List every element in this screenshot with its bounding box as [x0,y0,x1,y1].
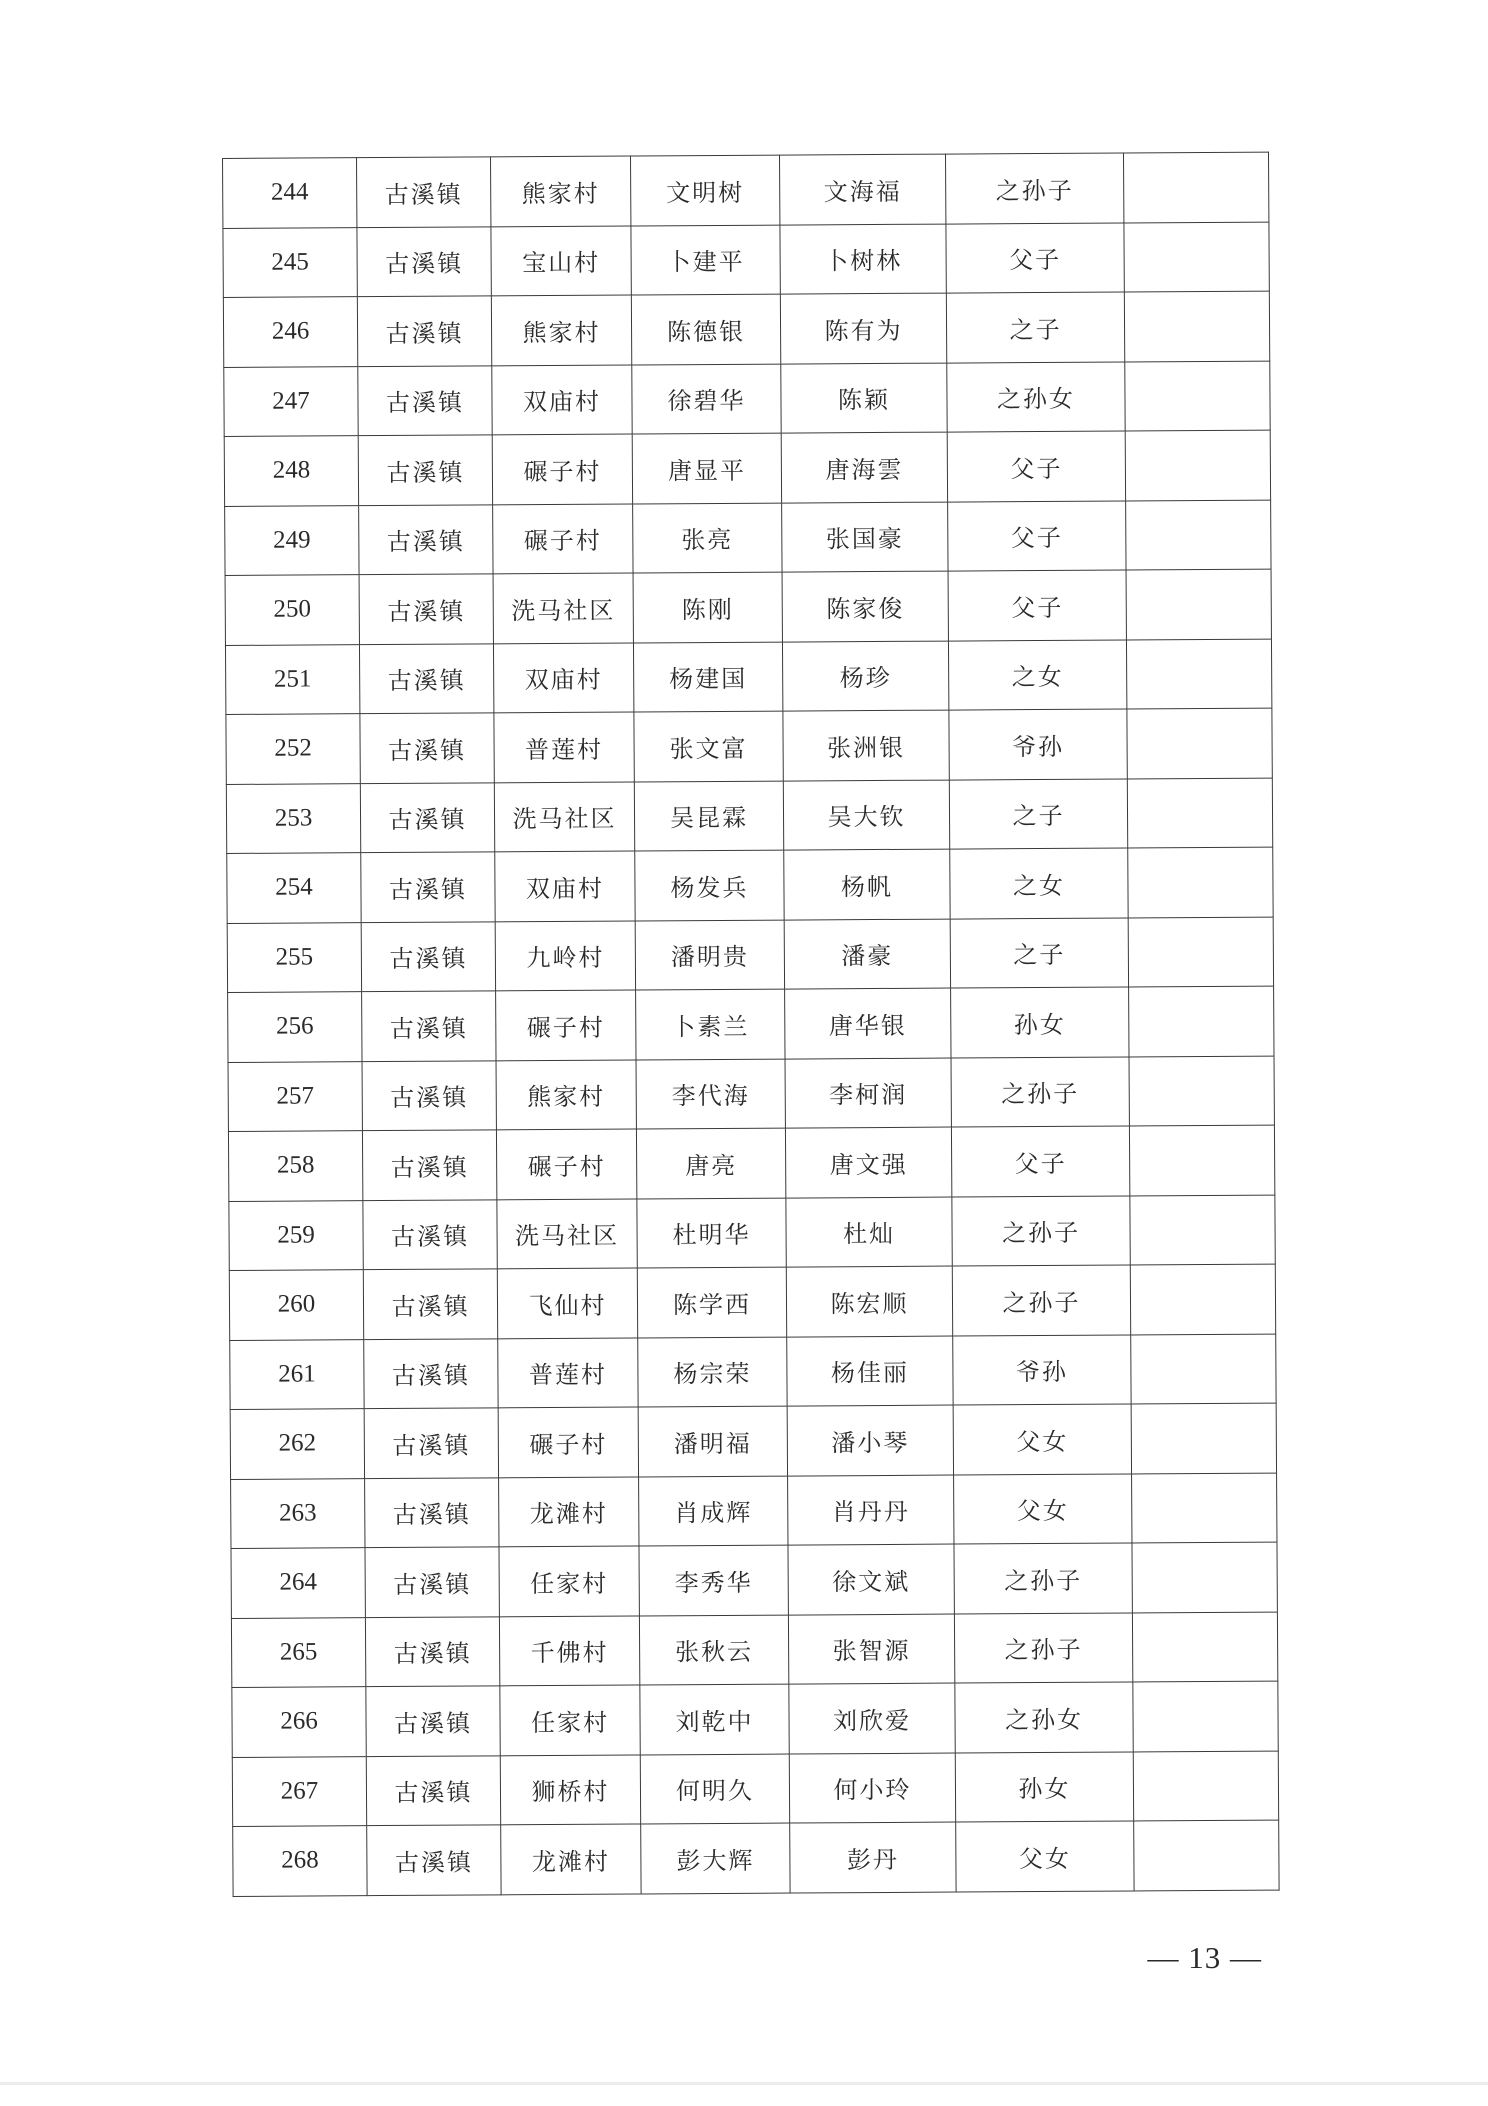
cell-town: 古溪镇 [360,713,494,783]
cell-related-name: 陈家俊 [782,571,948,642]
cell-town: 古溪镇 [357,296,491,366]
table-row [228,986,1274,1062]
cell-note [1125,361,1270,431]
cell-note [1128,847,1273,917]
cell-village: 双庙村 [492,365,632,435]
cell-relation: 父子 [946,222,1124,293]
cell-number: 252 [226,714,360,784]
cell-number: 250 [225,575,359,645]
table-row [225,639,1271,715]
cell-town: 古溪镇 [364,1408,498,1478]
cell-related-name: 杜灿 [786,1197,952,1268]
table-row [229,1264,1275,1340]
cell-town: 古溪镇 [362,1060,496,1130]
cell-village: 碾子村 [493,503,633,573]
cell-town: 古溪镇 [360,782,494,852]
cell-village: 碾子村 [496,1129,636,1199]
cell-village: 狮桥村 [500,1754,640,1824]
cell-name: 张文富 [634,711,783,781]
cell-related-name: 唐文强 [785,1127,951,1198]
cell-village: 宝山村 [491,226,631,296]
table-row [231,1542,1277,1618]
cell-note [1130,1264,1275,1334]
cell-number: 246 [223,297,357,367]
cell-relation: 父女 [954,1473,1132,1544]
cell-relation: 父女 [956,1821,1134,1892]
cell-related-name: 杨帆 [784,849,950,920]
cell-relation: 之孙子 [952,1265,1130,1336]
table-row [232,1681,1278,1757]
cell-related-name: 陈宏顺 [786,1266,952,1337]
cell-note [1133,1681,1278,1751]
cell-number: 245 [223,227,357,297]
cell-relation: 之孙女 [947,361,1125,432]
cell-town: 古溪镇 [358,435,492,505]
cell-village: 普莲村 [494,712,634,782]
cell-name: 李代海 [636,1059,785,1129]
cell-number: 247 [224,366,358,436]
cell-number: 264 [231,1548,365,1618]
cell-number: 263 [231,1478,365,1548]
table-row [223,222,1269,298]
cell-name: 卜建平 [631,225,780,295]
table-row [225,500,1271,576]
cell-related-name: 文海福 [779,154,945,225]
cell-note [1132,1473,1277,1543]
cell-village: 洗马社区 [493,573,633,643]
table-row [223,291,1269,367]
cell-village: 飞仙村 [497,1268,637,1338]
cell-number: 268 [233,1826,367,1896]
cell-village: 熊家村 [490,156,630,226]
cell-number: 244 [223,158,357,228]
cell-town: 古溪镇 [362,991,496,1061]
cell-relation: 之孙子 [954,1612,1132,1683]
cell-town: 古溪镇 [365,1616,499,1686]
cell-related-name: 杨佳丽 [787,1336,953,1407]
cell-note [1129,986,1274,1056]
cell-name: 唐亮 [636,1128,785,1198]
cell-number: 265 [231,1617,365,1687]
cell-related-name: 刘欣爱 [789,1683,955,1754]
cell-village: 双庙村 [495,851,635,921]
cell-relation: 爷孙 [949,709,1127,780]
cell-relation: 父女 [953,1404,1131,1475]
table-row [230,1334,1276,1410]
cell-note [1131,1403,1276,1473]
cell-note [1130,1195,1275,1265]
roster-table [222,152,1280,1897]
cell-village: 普莲村 [498,1337,638,1407]
cell-related-name: 卜树林 [780,224,946,295]
cell-village: 碾子村 [492,434,632,504]
cell-related-name: 唐华银 [785,988,951,1059]
cell-number: 249 [225,505,359,575]
cell-name: 潘明福 [638,1406,787,1476]
cell-related-name: 陈颖 [781,363,947,434]
cell-name: 陈德银 [631,294,780,364]
cell-town: 古溪镇 [357,226,491,296]
table-row [226,708,1272,784]
cell-town: 古溪镇 [361,921,495,991]
cell-related-name: 徐文斌 [788,1544,954,1615]
cell-relation: 爷孙 [953,1334,1131,1405]
cell-related-name: 杨珍 [782,641,948,712]
cell-village: 熊家村 [491,295,631,365]
cell-name: 潘明贵 [635,920,784,990]
cell-town: 古溪镇 [359,504,493,574]
cell-related-name: 陈有为 [780,293,946,364]
cell-relation: 之孙女 [955,1682,1133,1753]
cell-name: 杨发兵 [635,850,784,920]
page-number: — 13 — [1147,1940,1262,1975]
cell-village: 龙滩村 [501,1824,641,1894]
cell-related-name: 唐海雲 [781,432,947,503]
table-row [227,917,1273,993]
cell-name: 杨宗荣 [638,1337,787,1407]
table-row [225,569,1271,645]
table-row [233,1820,1279,1896]
cell-name: 杨建国 [633,642,782,712]
table-row [228,1125,1274,1201]
scan-edge [0,2082,1488,2085]
cell-related-name: 何小玲 [789,1753,955,1824]
cell-number: 255 [227,922,361,992]
cell-relation: 孙女 [955,1751,1133,1822]
cell-relation: 父子 [948,500,1126,571]
roster-table-body [223,152,1280,1896]
table-row [229,1195,1275,1271]
cell-relation: 之孙子 [945,153,1123,224]
cell-note [1132,1542,1277,1612]
cell-village: 任家村 [499,1546,639,1616]
cell-name: 刘乾中 [640,1684,789,1754]
cell-village: 碾子村 [496,990,636,1060]
cell-village: 洗马社区 [494,781,634,851]
cell-relation: 之子 [946,292,1124,363]
cell-relation: 之女 [948,639,1126,710]
cell-town: 古溪镇 [359,643,493,713]
cell-relation: 之孙子 [951,1056,1129,1127]
cell-note [1129,1056,1274,1126]
table-row [224,430,1270,506]
table-row [230,1403,1276,1479]
table-row [224,361,1270,437]
cell-note [1128,917,1273,987]
cell-number: 256 [228,992,362,1062]
cell-town: 古溪镇 [361,852,495,922]
cell-name: 李秀华 [639,1545,788,1615]
cell-name: 陈学西 [637,1267,786,1337]
cell-relation: 之子 [950,917,1128,988]
cell-name: 肖成辉 [639,1476,788,1546]
cell-town: 古溪镇 [366,1686,500,1756]
cell-relation: 孙女 [951,987,1129,1058]
cell-note [1134,1820,1279,1890]
cell-relation: 之子 [949,778,1127,849]
cell-name: 何明久 [640,1754,789,1824]
cell-number: 261 [230,1339,364,1409]
cell-related-name: 张洲银 [783,710,949,781]
cell-relation: 父子 [947,431,1125,502]
cell-name: 卜素兰 [636,989,785,1059]
cell-number: 266 [232,1687,366,1757]
cell-relation: 父子 [951,1126,1129,1197]
cell-relation: 之女 [950,848,1128,919]
cell-related-name: 张国豪 [782,502,948,573]
cell-name: 吴昆霖 [634,781,783,851]
table-row [232,1751,1278,1827]
cell-related-name: 彭丹 [790,1822,956,1893]
cell-town: 古溪镇 [363,1269,497,1339]
cell-village: 任家村 [500,1685,640,1755]
cell-related-name: 吴大钦 [783,780,949,851]
table-row [227,847,1273,923]
cell-relation: 父子 [948,570,1126,641]
cell-town: 古溪镇 [365,1547,499,1617]
cell-town: 古溪镇 [358,365,492,435]
cell-number: 251 [225,644,359,714]
cell-number: 253 [226,783,360,853]
cell-village: 龙滩村 [499,1476,639,1546]
cell-note [1124,291,1269,361]
cell-town: 古溪镇 [365,1477,499,1547]
cell-village: 洗马社区 [497,1198,637,1268]
cell-name: 唐显平 [632,433,781,503]
cell-note [1133,1751,1278,1821]
table-row [231,1612,1277,1688]
cell-note [1129,1125,1274,1195]
cell-village: 九岭村 [495,920,635,990]
cell-name: 文明树 [630,155,779,225]
cell-village: 碾子村 [498,1407,638,1477]
cell-relation: 之孙子 [952,1195,1130,1266]
cell-name: 杜明华 [637,1198,786,1268]
cell-village: 双庙村 [493,642,633,712]
cell-note [1127,778,1272,848]
cell-village: 熊家村 [496,1059,636,1129]
cell-note [1132,1612,1277,1682]
cell-related-name: 张智源 [788,1614,954,1685]
cell-name: 张秋云 [639,1615,788,1685]
cell-note [1123,152,1268,222]
cell-town: 古溪镇 [364,1338,498,1408]
cell-number: 257 [228,1061,362,1131]
table-row [231,1473,1277,1549]
cell-name: 彭大辉 [641,1823,790,1893]
cell-note [1126,569,1271,639]
cell-town: 古溪镇 [366,1755,500,1825]
table-row [226,778,1272,854]
cell-village: 千佛村 [499,1615,639,1685]
cell-note [1131,1334,1276,1404]
cell-town: 古溪镇 [359,574,493,644]
cell-number: 260 [229,1270,363,1340]
cell-relation: 之孙子 [954,1543,1132,1614]
table-row [228,1056,1274,1132]
cell-related-name: 李柯润 [785,1058,951,1129]
cell-name: 张亮 [633,503,782,573]
cell-name: 陈刚 [633,572,782,642]
cell-town: 古溪镇 [357,157,491,227]
cell-number: 259 [229,1200,363,1270]
cell-town: 古溪镇 [367,1825,501,1895]
cell-note [1124,222,1269,292]
cell-related-name: 潘豪 [784,919,950,990]
cell-note [1126,500,1271,570]
cell-related-name: 肖丹丹 [788,1475,954,1546]
cell-town: 古溪镇 [362,1130,496,1200]
cell-name: 徐碧华 [632,364,781,434]
cell-number: 258 [228,1131,362,1201]
cell-related-name: 潘小琴 [787,1405,953,1476]
cell-note [1125,430,1270,500]
cell-note [1126,639,1271,709]
cell-note [1127,708,1272,778]
cell-number: 262 [230,1409,364,1479]
cell-town: 古溪镇 [363,1199,497,1269]
table-row [223,152,1269,228]
cell-number: 248 [224,436,358,506]
cell-number: 254 [227,853,361,923]
cell-number: 267 [232,1756,366,1826]
